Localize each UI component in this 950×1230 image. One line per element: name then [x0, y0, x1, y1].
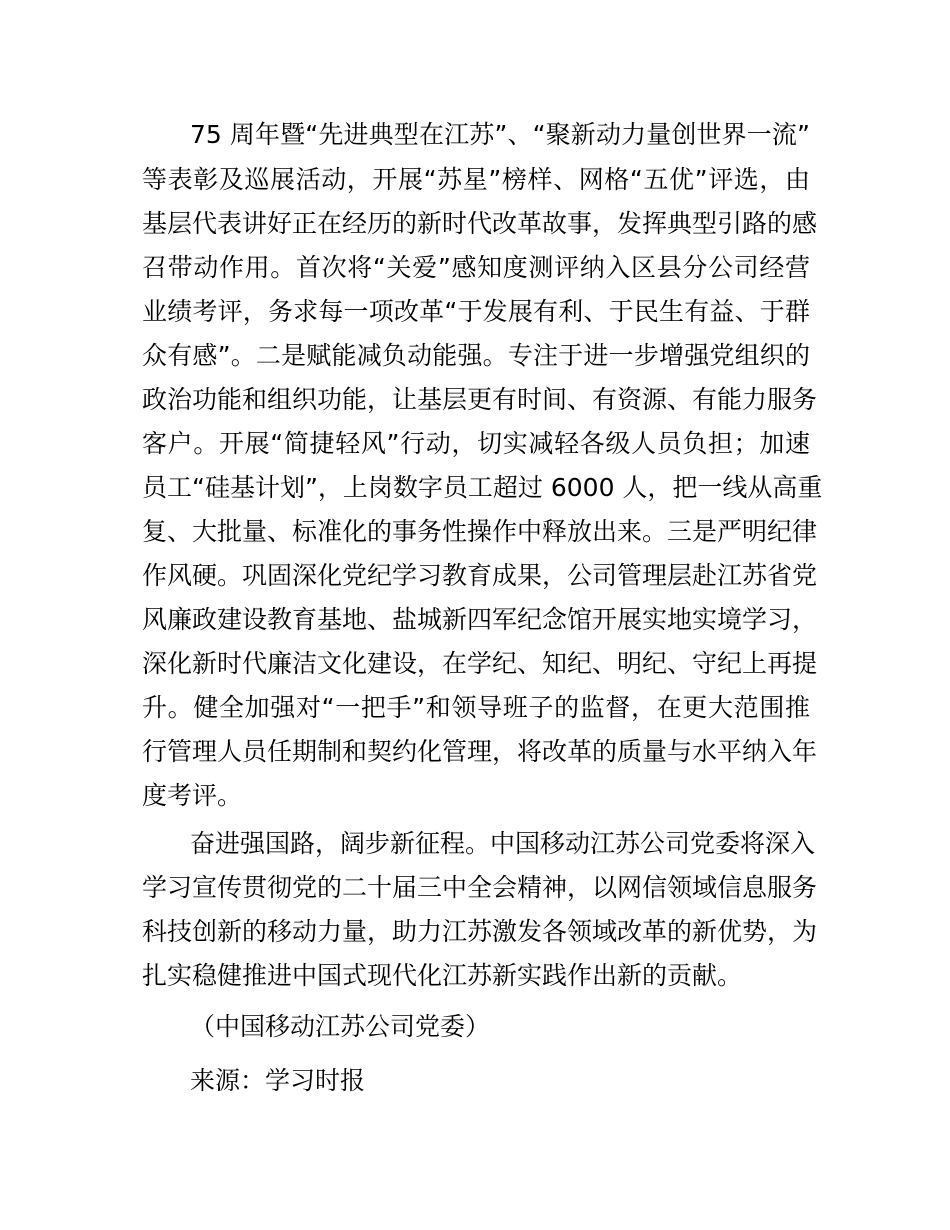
attribution: （中国移动江苏公司党委） [190, 1012, 491, 1041]
source-line: 来源：学习时报 [190, 1066, 366, 1095]
paragraph-1-line-4: 召带动作用。首次将“关爱”感知度测评纳入区县分公司经营 [142, 253, 810, 282]
paragraph-1-line-8: 客户。开展“简捷轻风”行动，切实减轻各级人员负担；加速 [142, 429, 810, 458]
paragraph-1-line-16: 度考评。 [142, 781, 243, 810]
paragraph-1-line-12: 风廉政建设教育基地、盐城新四军纪念馆开展实地实境学习， [142, 605, 818, 634]
paragraph-2-line-2: 学习宣传贯彻党的二十届三中全会精神，以网信领域信息服务 [142, 873, 818, 902]
paragraph-1-line-11: 作风硬。巩固深化党纪学习教育成果，公司管理层赴江苏省党 [142, 561, 818, 590]
paragraph-1-line-2: 等表彰及巡展活动，开展“苏星”榜样、网格“五优”评选，由 [142, 165, 810, 194]
paragraph-1-line-1: 75 周年暨“先进典型在江苏”、“聚新动力量创世界一流” [190, 120, 810, 149]
paragraph-2-line-3: 科技创新的移动力量，助力江苏激发各领域改革的新优势，为 [142, 917, 818, 946]
paragraph-1-line-5: 业绩考评，务求每一项改革“于发展有利、于民生有益、于群 [142, 297, 810, 326]
paragraph-1-line-7: 政治功能和组织功能，让基层更有时间、有资源、有能力服务 [142, 385, 818, 414]
paragraph-2-line-4: 扎实稳健推进中国式现代化江苏新实践作出新的贡献。 [142, 961, 743, 990]
paragraph-1-line-15: 行管理人员任期制和契约化管理，将改革的质量与水平纳入年 [142, 737, 818, 766]
paragraph-1-line-14: 升。健全加强对“一把手”和领导班子的监督，在更大范围推 [142, 693, 810, 722]
paragraph-1-line-10: 复、大批量、标准化的事务性操作中释放出来。三是严明纪律 [142, 517, 818, 546]
paragraph-1-line-13: 深化新时代廉洁文化建设，在学纪、知纪、明纪、守纪上再提 [142, 649, 818, 678]
paragraph-1-line-3: 基层代表讲好正在经历的新时代改革故事，发挥典型引路的感 [142, 209, 818, 238]
paragraph-1-line-9: 员工“硅基计划”，上岗数字员工超过 6000 人，把一线从高重 [142, 473, 823, 502]
paragraph-2-line-1: 奋进强国路，阔步新征程。中国移动江苏公司党委将深入 [190, 829, 816, 858]
paragraph-1-line-6: 众有感”。二是赋能减负动能强。专注于进一步增强党组织的 [142, 341, 810, 370]
